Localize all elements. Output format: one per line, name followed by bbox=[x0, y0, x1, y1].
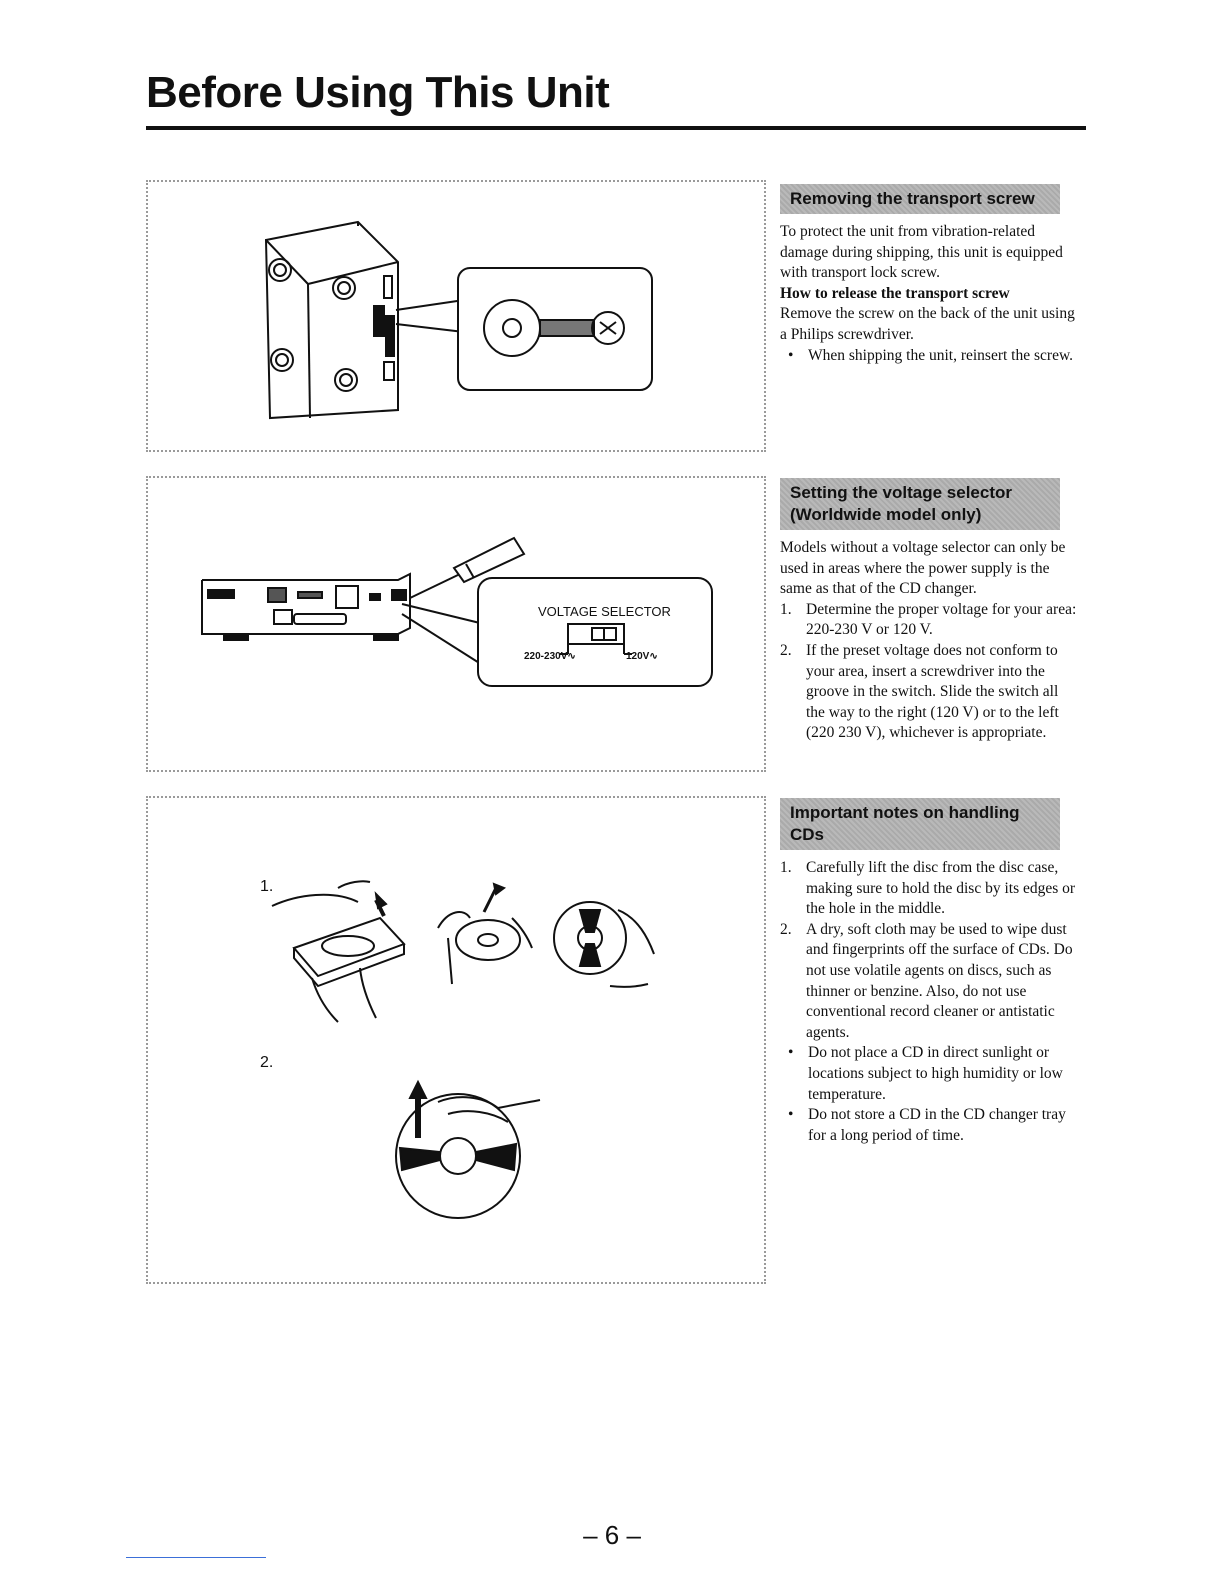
title-rule bbox=[146, 126, 1086, 130]
voltage-intro: Models without a voltage selector can only be used in areas where the power supply is the same as that of the CD changer. bbox=[780, 539, 1066, 598]
voltage-selector-illustration bbox=[148, 478, 764, 770]
list-item-number: 2. bbox=[780, 920, 792, 938]
cd-handling-section bbox=[780, 798, 1080, 1146]
voltage-steps bbox=[780, 600, 1080, 744]
list-item-number: 2. bbox=[780, 641, 792, 659]
page-title: Before Using This Unit bbox=[146, 68, 610, 117]
list-item bbox=[780, 920, 1080, 1044]
list-item-number: 1. bbox=[780, 600, 792, 618]
bullet-dot: • bbox=[788, 1044, 794, 1062]
voltage-selector-figure bbox=[146, 476, 766, 772]
list-item bbox=[780, 1043, 1080, 1105]
cd-handling-figure bbox=[146, 796, 766, 1284]
page-number: – 6 – bbox=[583, 1520, 641, 1550]
transport-screw-illustration bbox=[148, 182, 764, 450]
list-item-text: A dry, soft cloth may be used to wipe dust and fingerprints off the surface of CDs. Do not use volatile agents on discs, such as thinner or benzine. Also, do not use conventional record cleaner or antistatic agents. bbox=[806, 920, 1073, 1041]
voltage-selector-heading bbox=[780, 478, 1060, 530]
transport-screw-heading: Removing the transport screw bbox=[780, 184, 1060, 214]
voltage-right-label: 120V∿ bbox=[626, 651, 658, 662]
list-item bbox=[780, 641, 1080, 744]
voltage-heading-line1: Setting the voltage selector bbox=[790, 483, 1012, 502]
cd-handling-illustration bbox=[148, 798, 764, 1282]
voltage-heading-line2: (Worldwide model only) bbox=[790, 505, 982, 524]
cd-handling-bullets bbox=[780, 1043, 1080, 1146]
transport-screw-section bbox=[780, 184, 1080, 366]
footer-line bbox=[126, 1557, 266, 1558]
voltage-left-label: 220-230V∿ bbox=[524, 651, 576, 662]
cd-step1-label: 1. bbox=[260, 878, 274, 895]
list-item-text: Carefully lift the disc from the disc case, making sure to hold the disc by its edges or the hole in the middle. bbox=[806, 859, 1076, 918]
list-item bbox=[780, 1105, 1080, 1146]
list-item bbox=[780, 600, 1080, 641]
bullet-dot: • bbox=[788, 1106, 794, 1124]
voltage-selector-section bbox=[780, 478, 1080, 744]
transport-screw-figure bbox=[146, 180, 766, 452]
transport-bullet bbox=[780, 346, 1080, 367]
cd-handling-heading: Important notes on handling CDs bbox=[780, 798, 1060, 850]
transport-bullet-text: When shipping the unit, reinsert the screw. bbox=[808, 346, 1074, 364]
transport-intro: To protect the unit from vibration-related damage during shipping, this unit is equipped with transport lock screw. bbox=[780, 223, 1063, 282]
transport-body: Remove the screw on the back of the unit using a Philips screwdriver. bbox=[780, 305, 1075, 343]
list-item-text: Determine the proper voltage for your area: 220-230 V or 120 V. bbox=[806, 600, 1077, 639]
cd-handling-steps bbox=[780, 858, 1080, 1043]
list-item-text: Do not place a CD in direct sunlight or locations subject to high humidity or low temperature. bbox=[808, 1044, 1063, 1103]
list-item-text: Do not store a CD in the CD changer tray for a long period of time. bbox=[808, 1106, 1066, 1144]
cd-step2-label: 2. bbox=[260, 1054, 274, 1071]
list-item-number: 1. bbox=[780, 859, 792, 876]
transport-subheading: How to release the transport screw bbox=[780, 284, 1010, 302]
bullet-dot: • bbox=[788, 346, 794, 364]
list-item bbox=[780, 858, 1080, 920]
list-item-text: If the preset voltage does not conform to your area, insert a screwdriver into the groove in the switch. Slide the switch all the way to the right (120 V) or to the left (220 230 V), whichever is appropriate. bbox=[806, 641, 1059, 742]
voltage-callout-title: VOLTAGE SELECTOR bbox=[538, 604, 671, 619]
